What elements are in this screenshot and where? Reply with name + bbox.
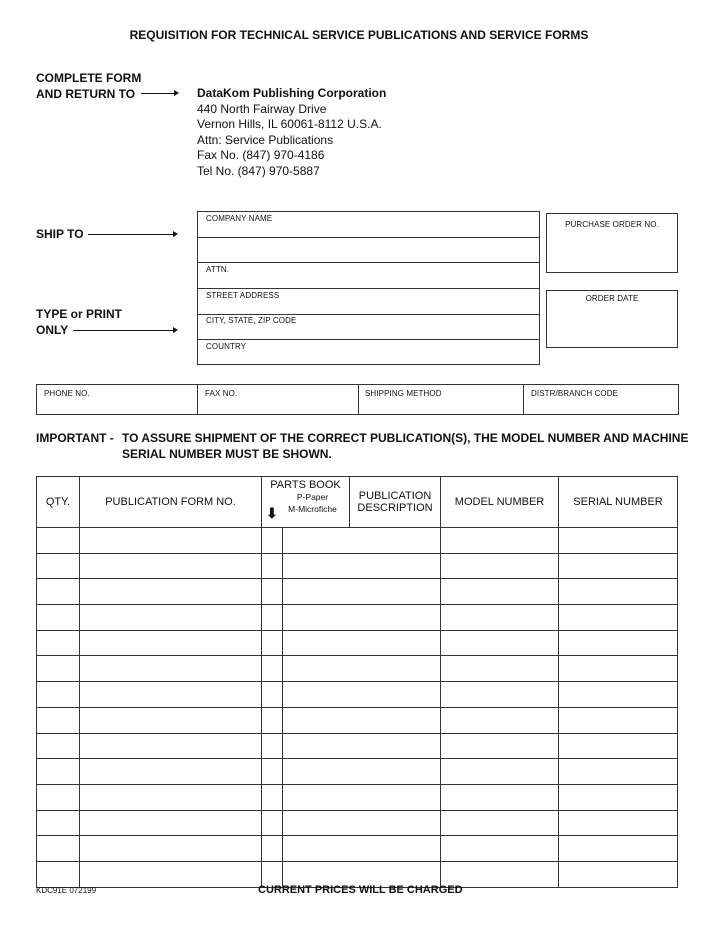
description-cell-2[interactable] [350, 733, 441, 759]
form-no-cell[interactable] [80, 528, 262, 554]
qty-cell[interactable] [37, 810, 80, 836]
qty-cell[interactable] [37, 579, 80, 605]
qty-cell[interactable] [37, 605, 80, 631]
description-cell[interactable] [283, 630, 350, 656]
form-no-cell[interactable] [80, 630, 262, 656]
description-cell-2[interactable] [350, 682, 441, 708]
form-no-cell[interactable] [80, 682, 262, 708]
serial-cell[interactable] [559, 579, 678, 605]
model-cell[interactable] [441, 605, 559, 631]
type-print-line2: ONLY [36, 323, 69, 337]
parts-book-cell[interactable] [262, 579, 283, 605]
qty-cell[interactable] [37, 656, 80, 682]
description-cell[interactable] [283, 784, 350, 810]
order-table [36, 476, 678, 888]
description-cell[interactable] [283, 682, 350, 708]
parts-book-cell[interactable] [262, 553, 283, 579]
table-row [37, 656, 678, 682]
distr-caption: DISTR/BRANCH CODE [531, 389, 619, 398]
description-cell[interactable] [283, 528, 350, 554]
ship-to-arrow [88, 234, 174, 235]
model-cell[interactable] [441, 707, 559, 733]
address-city: Vernon Hills, IL 60061-8112 U.S.A. [197, 117, 382, 131]
parts-book-cell[interactable] [262, 810, 283, 836]
description-cell-2[interactable] [350, 630, 441, 656]
description-cell[interactable] [283, 656, 350, 682]
qty-cell[interactable] [37, 630, 80, 656]
form-no-cell[interactable] [80, 784, 262, 810]
parts-book-cell[interactable] [262, 630, 283, 656]
serial-cell[interactable] [559, 810, 678, 836]
model-cell[interactable] [441, 810, 559, 836]
description-cell[interactable] [283, 733, 350, 759]
form-no-cell[interactable] [80, 656, 262, 682]
model-cell[interactable] [441, 733, 559, 759]
serial-cell[interactable] [559, 707, 678, 733]
parts-book-cell[interactable] [262, 707, 283, 733]
parts-book-cell[interactable] [262, 836, 283, 862]
parts-book-cell[interactable] [262, 759, 283, 785]
address-fax: Fax No. (847) 970-4186 [197, 148, 325, 162]
serial-cell[interactable] [559, 682, 678, 708]
model-cell[interactable] [441, 682, 559, 708]
parts-book-cell[interactable] [262, 528, 283, 554]
serial-cell[interactable] [559, 528, 678, 554]
form-no-cell[interactable] [80, 861, 262, 887]
parts-book-cell[interactable] [262, 682, 283, 708]
street-caption: STREET ADDRESS [206, 291, 280, 300]
serial-cell[interactable] [559, 605, 678, 631]
form-no-cell[interactable] [80, 605, 262, 631]
qty-cell[interactable] [37, 836, 80, 862]
description-cell-2[interactable] [350, 553, 441, 579]
model-cell[interactable] [441, 528, 559, 554]
serial-cell[interactable] [559, 733, 678, 759]
model-cell[interactable] [441, 579, 559, 605]
serial-cell[interactable] [559, 836, 678, 862]
description-cell-2[interactable] [350, 810, 441, 836]
table-row [37, 784, 678, 810]
form-no-cell[interactable] [80, 733, 262, 759]
serial-cell[interactable] [559, 784, 678, 810]
model-cell[interactable] [441, 759, 559, 785]
form-no-header: PUBLICATION FORM NO. [80, 477, 262, 528]
footer-note: CURRENT PRICES WILL BE CHARGED [258, 884, 463, 896]
parts-book-title: PARTS BOOK [270, 479, 341, 491]
description-cell-2[interactable] [350, 759, 441, 785]
description-line2: DESCRIPTION [357, 502, 433, 514]
purchase-order-box[interactable] [546, 213, 678, 273]
parts-book-cell[interactable] [262, 605, 283, 631]
model-cell[interactable] [441, 836, 559, 862]
form-no-cell[interactable] [80, 836, 262, 862]
order-date-box[interactable] [546, 290, 678, 348]
return-arrow [141, 93, 175, 94]
description-cell-2[interactable] [350, 707, 441, 733]
qty-header: QTY. [37, 477, 80, 528]
table-row [37, 810, 678, 836]
table-row [37, 682, 678, 708]
qty-cell[interactable] [37, 861, 80, 887]
form-no-cell[interactable] [80, 810, 262, 836]
parts-book-header [262, 477, 350, 528]
type-print-arrow [73, 330, 174, 331]
model-cell[interactable] [441, 656, 559, 682]
description-cell[interactable] [283, 759, 350, 785]
table-body [37, 528, 678, 888]
model-header: MODEL NUMBER [441, 477, 559, 528]
company-name-caption: COMPANY NAME [206, 214, 273, 223]
fax-caption: FAX NO. [205, 389, 238, 398]
description-cell[interactable] [283, 553, 350, 579]
model-cell[interactable] [441, 553, 559, 579]
purchase-order-label: PURCHASE ORDER NO. [565, 220, 659, 229]
qty-cell[interactable] [37, 759, 80, 785]
parts-book-cell[interactable] [262, 656, 283, 682]
ship-to-box [197, 211, 540, 365]
table-row [37, 579, 678, 605]
serial-cell[interactable] [559, 630, 678, 656]
description-cell-2[interactable] [350, 528, 441, 554]
important-text [122, 430, 688, 462]
form-title: REQUISITION FOR TECHNICAL SERVICE PUBLICATIONS AND SERVICE FORMS [129, 28, 589, 42]
qty-cell[interactable] [37, 682, 80, 708]
parts-book-cell[interactable] [262, 784, 283, 810]
serial-header: SERIAL NUMBER [559, 477, 678, 528]
qty-cell[interactable] [37, 707, 80, 733]
description-header [350, 477, 441, 528]
return-label-line1: COMPLETE FORM [36, 71, 142, 85]
return-label [36, 70, 141, 102]
description-line1: PUBLICATION [358, 490, 432, 502]
order-date-label: ORDER DATE [585, 294, 639, 303]
form-no-cell[interactable] [80, 759, 262, 785]
description-cell-2[interactable] [350, 579, 441, 605]
contact-row [36, 384, 679, 415]
form-no-cell[interactable] [80, 579, 262, 605]
important-line1: TO ASSURE SHIPMENT OF THE CORRECT PUBLICATION(S), THE MODEL NUMBER AND MACHINE [122, 431, 689, 445]
address-attn: Attn: Service Publications [197, 132, 334, 147]
table-row [37, 528, 678, 554]
table-row [37, 707, 678, 733]
description-cell-2[interactable] [350, 836, 441, 862]
return-label-line2: AND RETURN TO [36, 87, 136, 101]
serial-cell[interactable] [559, 553, 678, 579]
type-print-line1: TYPE or PRINT [36, 307, 123, 321]
description-cell-2[interactable] [350, 784, 441, 810]
qty-cell[interactable] [37, 733, 80, 759]
description-cell-2[interactable] [350, 605, 441, 631]
serial-cell[interactable] [559, 759, 678, 785]
description-cell-2[interactable] [350, 656, 441, 682]
phone-caption: PHONE NO. [44, 389, 90, 398]
down-arrow-icon: ⬇ [266, 505, 278, 521]
table-row [37, 836, 678, 862]
table-row [37, 733, 678, 759]
model-cell[interactable] [441, 630, 559, 656]
description-cell[interactable] [283, 605, 350, 631]
address-street: 440 North Fairway Drive [197, 101, 327, 116]
type-print-label [36, 306, 122, 338]
model-cell[interactable] [441, 784, 559, 810]
qty-cell[interactable] [37, 784, 80, 810]
attn-caption: ATTN. [206, 265, 230, 274]
serial-cell[interactable] [559, 656, 678, 682]
address-tel: Tel No. (847) 970-5887 [197, 163, 320, 178]
description-cell[interactable] [283, 836, 350, 862]
qty-cell[interactable] [37, 528, 80, 554]
form-no-cell[interactable] [80, 553, 262, 579]
table-row [37, 759, 678, 785]
important-label: IMPORTANT - [36, 431, 114, 445]
country-caption: COUNTRY [206, 342, 247, 351]
city-caption: CITY, STATE, ZIP CODE [206, 316, 297, 325]
shipping-caption: SHIPPING METHOD [365, 389, 442, 398]
serial-cell[interactable] [559, 861, 678, 887]
form-no-cell[interactable] [80, 707, 262, 733]
p-paper-label: P-Paper [296, 492, 329, 502]
description-cell[interactable] [283, 707, 350, 733]
return-address [197, 86, 386, 179]
important-line2: SERIAL NUMBER MUST BE SHOWN. [122, 447, 332, 461]
table-header-row [37, 477, 678, 528]
qty-cell[interactable] [37, 553, 80, 579]
description-cell[interactable] [283, 810, 350, 836]
table-row [37, 553, 678, 579]
parts-book-cell[interactable] [262, 733, 283, 759]
ship-to-label: SHIP TO [36, 227, 84, 241]
table-row [37, 605, 678, 631]
address-company: DataKom Publishing Corporation [197, 86, 387, 100]
form-code: KDC91E 072199 [36, 886, 97, 895]
m-microfiche-label: M-Microfiche [288, 504, 337, 514]
table-row [37, 630, 678, 656]
description-cell[interactable] [283, 579, 350, 605]
